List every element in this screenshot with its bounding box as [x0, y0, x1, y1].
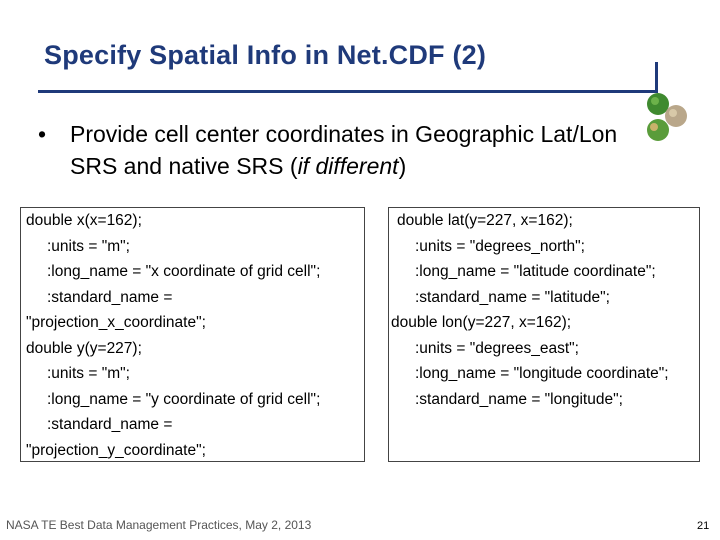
projection-coordinates-box: [20, 207, 365, 462]
geographic-coordinates-box: [388, 207, 700, 462]
bullet-italic-text: if different: [297, 153, 399, 179]
slide-title: Specify Spatial Info in Net.CDF (2): [44, 40, 487, 70]
code-line: :long_name = "y coordinate of grid cell";: [47, 390, 321, 408]
code-line: :units = "m";: [47, 237, 130, 255]
code-line: double y(y=227);: [26, 339, 142, 357]
code-line: :standard_name =: [47, 416, 173, 433]
code-line: :long_name = "longitude coordinate";: [415, 365, 669, 382]
code-line: :standard_name = "latitude";: [415, 288, 610, 306]
code-line: double lat(y=227, x=162);: [397, 212, 573, 229]
code-line: double lon(y=227, x=162);: [391, 314, 572, 331]
title-underline: [38, 90, 658, 93]
code-line: :standard_name =: [47, 288, 173, 306]
bullet-text: Provide cell center coordinates in Geographic Lat/Lon SRS and native SRS (: [70, 121, 618, 179]
bullet-close-paren: ): [398, 153, 407, 179]
code-line: double x(x=162);: [26, 212, 142, 229]
globe-logo-icon: [640, 92, 692, 148]
bullet-marker: •: [38, 121, 47, 147]
title-vertical-rule: [655, 62, 658, 93]
code-line: :standard_name = "longitude";: [415, 390, 623, 408]
code-line: :units = "degrees_east";: [415, 339, 579, 357]
code-line: "projection_x_coordinate";: [26, 314, 206, 331]
code-line: :long_name = "x coordinate of grid cell";: [47, 263, 321, 280]
code-line: :units = "degrees_north";: [415, 237, 585, 255]
code-line: :long_name = "latitude coordinate";: [415, 263, 656, 280]
page-number: 21: [697, 520, 710, 532]
slide-footer: NASA TE Best Data Management Practices, May 2, 2013: [6, 518, 312, 532]
bullet-point: [38, 118, 638, 182]
code-line: :units = "m";: [47, 365, 130, 382]
code-line: "projection_y_coordinate";: [26, 441, 206, 459]
